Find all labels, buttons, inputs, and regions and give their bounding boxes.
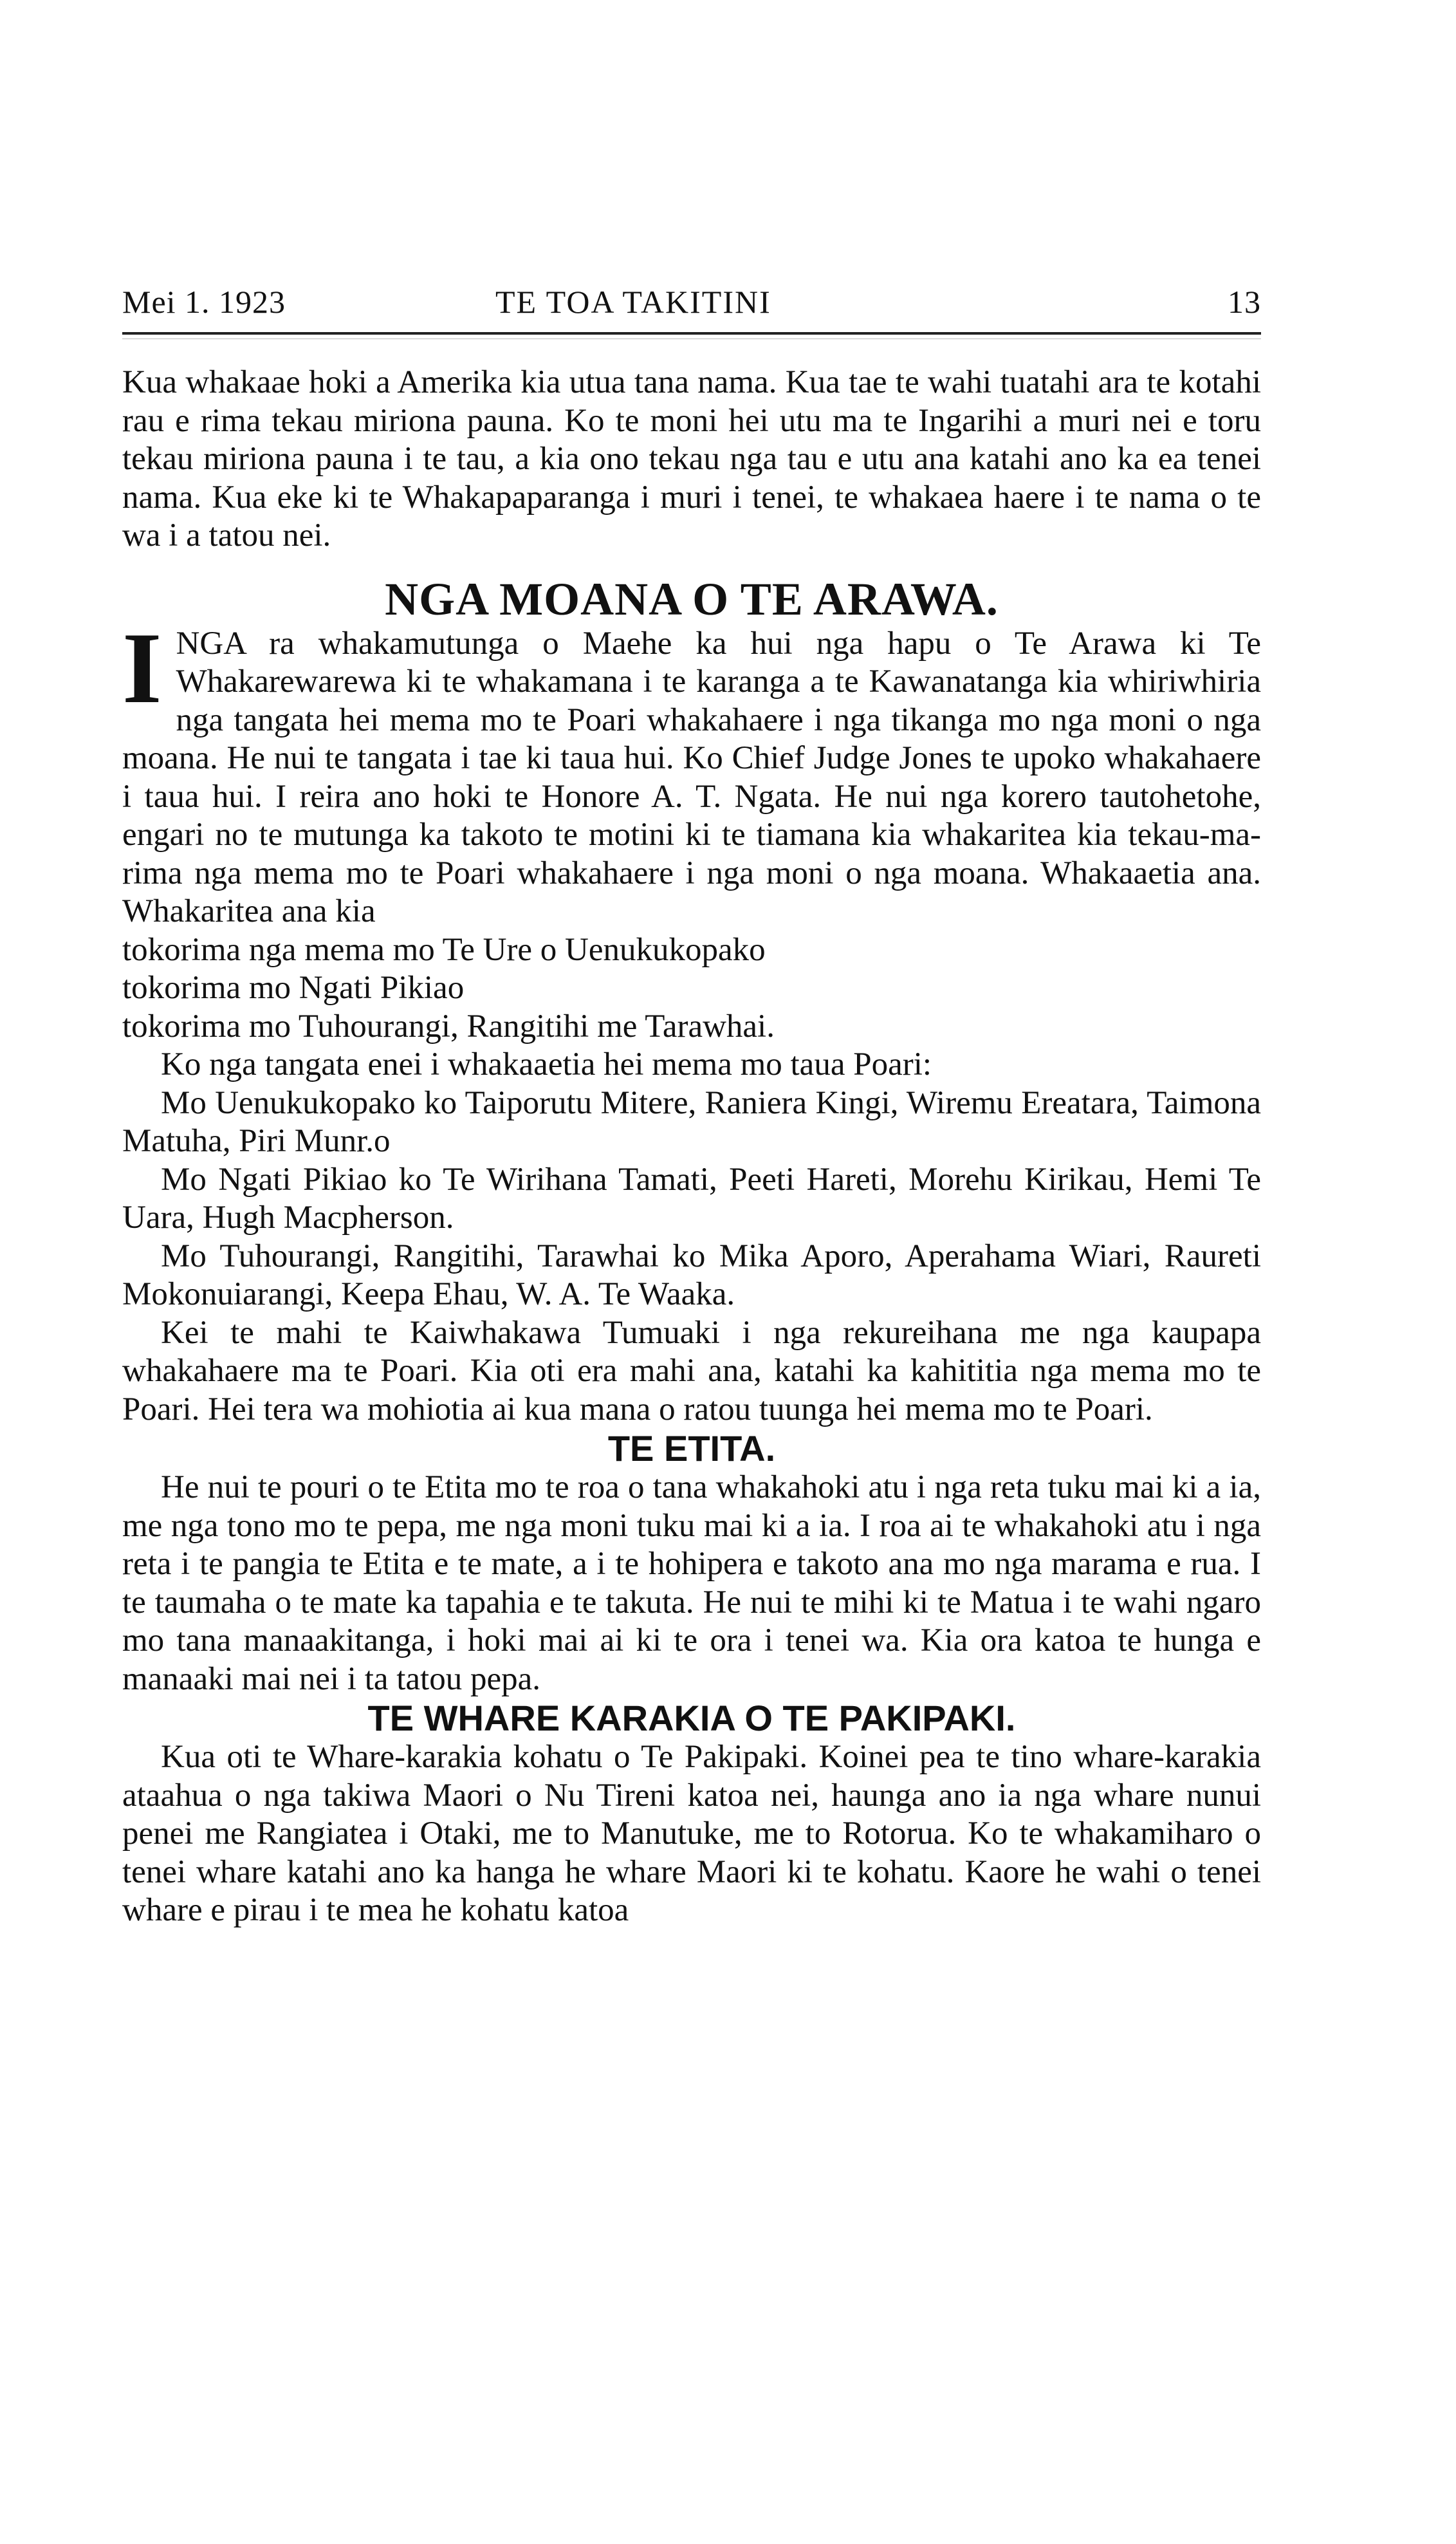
members-intro: Ko nga tangata enei i whakaaetia hei mema mo taua Poari: <box>161 1046 932 1082</box>
intro-paragraph: Kua whakaae hoki a Amerika kia utua tana nama. Kua tae te wahi tuatahi ara te kotahi rau e rima tekau miriona pauna. Ko te moni hei utu ma te Ingarihi a muri nei e toru tekau miriona pauna i te tau, a kia ono tekau nga tau e utu ana katahi ano ka ea tenei nama. Kua eke ki te Whakapaparanga i muri i tenei, te whakaea haere i te nama o te wa i a tatou nei. <box>122 364 1261 553</box>
list-line: tokorima mo Ngati Pikiao <box>122 970 465 1006</box>
moana-closing: Kei te mahi te Kaiwhakawa Tumuaki i nga rekureihana me nga kaupapa whakahaere ma te Poari. Kia oti era mahi ana, katahi ka kahititia nga mema mo te Poari. Hei tera wa mohiotia ai kua mana o ratou tuunga hei mema mo te Poari. <box>122 1314 1261 1427</box>
header-rule <box>122 332 1261 335</box>
section-heading-etita: TE ETITA. <box>607 1428 776 1469</box>
members-ngati-pikiao: Mo Ngati Pikiao ko Te Wirihana Tamati, Peeti Hareti, Morehu Kirikau, Hemi Te Uara, Hugh Macpherson. <box>122 1161 1261 1236</box>
whare-karakia-paragraph: Kua oti te Whare-karakia kohatu o Te Pakipaki. Koinei pea te tino whare-karakia ataahua o nga takiwa Maori o Nu Tireni katoa nei, haunga ano ia nga whare nunui penei me Rangiatea i Otaki, me to Manutuke, me to Rotorua. Ko te whakamiharo o tenei whare katahi ano ka hanga he whare Maori ki te kohatu. Kaore he wahi o tenei whare e pirau i te mea he kohatu katoa <box>122 1739 1261 1928</box>
list-line: tokorima mo Tuhourangi, Rangitihi me Tarawhai. <box>122 1008 775 1045</box>
section-heading-whare-karakia: TE WHARE KARAKIA O TE PAKIPAKI. <box>367 1698 1016 1738</box>
drop-cap: I <box>122 611 162 725</box>
members-uenukukopako: Mo Uenukukopako ko Taiporutu Mitere, Raniera Kingi, Wiremu Ereatara, Taimona Matuha, Piri Munr.o <box>122 1084 1261 1159</box>
issue-date: Mei 1. 1923 <box>122 284 286 320</box>
document-page <box>122 283 1261 1930</box>
moana-paragraph <box>122 611 1261 931</box>
list-line: tokorima nga mema mo Te Ure o Uenukukopako <box>122 931 766 968</box>
article-body <box>122 364 1261 1930</box>
page-number: 13 <box>1228 284 1261 320</box>
running-header <box>122 283 1261 328</box>
etita-paragraph: He nui te pouri o te Etita mo te roa o tana whakahoki atu i nga reta tuku mai ki a ia, me nga tono mo te pepa, me nga moni tuku mai ki a ia. I roa ai te whakahoki atu i nga reta i te pangia te Etita e te mate, a i te hohipera e takoto ana mo nga marama e rua. I te taumaha o te mate ka tapahia e te takuta. He nui te mihi ki te Matua i te wahi ngaro mo tana manaakitanga, i hoki mai ai ki te ora i tenei wa. Kia ora katoa te hunga e manaaki mai nei i ta tatou pepa. <box>122 1469 1261 1697</box>
moana-paragraph-text: NGA ra whakamutunga o Maehe ka hui nga hapu o Te Arawa ki Te Whakarewarewa ki te whakamana i te karanga a te Kawanatanga kia whiriwhiria nga tangata hei mema mo te Poari whakahaere i nga tikanga mo nga moni o nga moana. He nui te tangata i tae ki taua hui. Ko Chief Judge Jones te upoko whakahaere i taua hui. I reira ano hoki te Honore A. T. Ngata. He nui nga korero tautohetohe, engari no te mutunga ka takoto te motini ki te tiamana kia whakaritea kia tekau-ma-rima nga mema mo te Poari whakahaere i nga moni o nga moana. Whakaaetia ana. Whakaritea ana kia <box>122 625 1261 929</box>
members-tuhourangi: Mo Tuhourangi, Rangitihi, Tarawhai ko Mika Aporo, Aperahama Wiari, Raureti Mokonuiarangi, Keepa Ehau, W. A. Te Waaka. <box>122 1238 1261 1312</box>
section-heading-moana: NGA MOANA O TE ARAWA. <box>385 573 999 625</box>
publication-title: TE TOA TAKITINI <box>495 284 771 320</box>
